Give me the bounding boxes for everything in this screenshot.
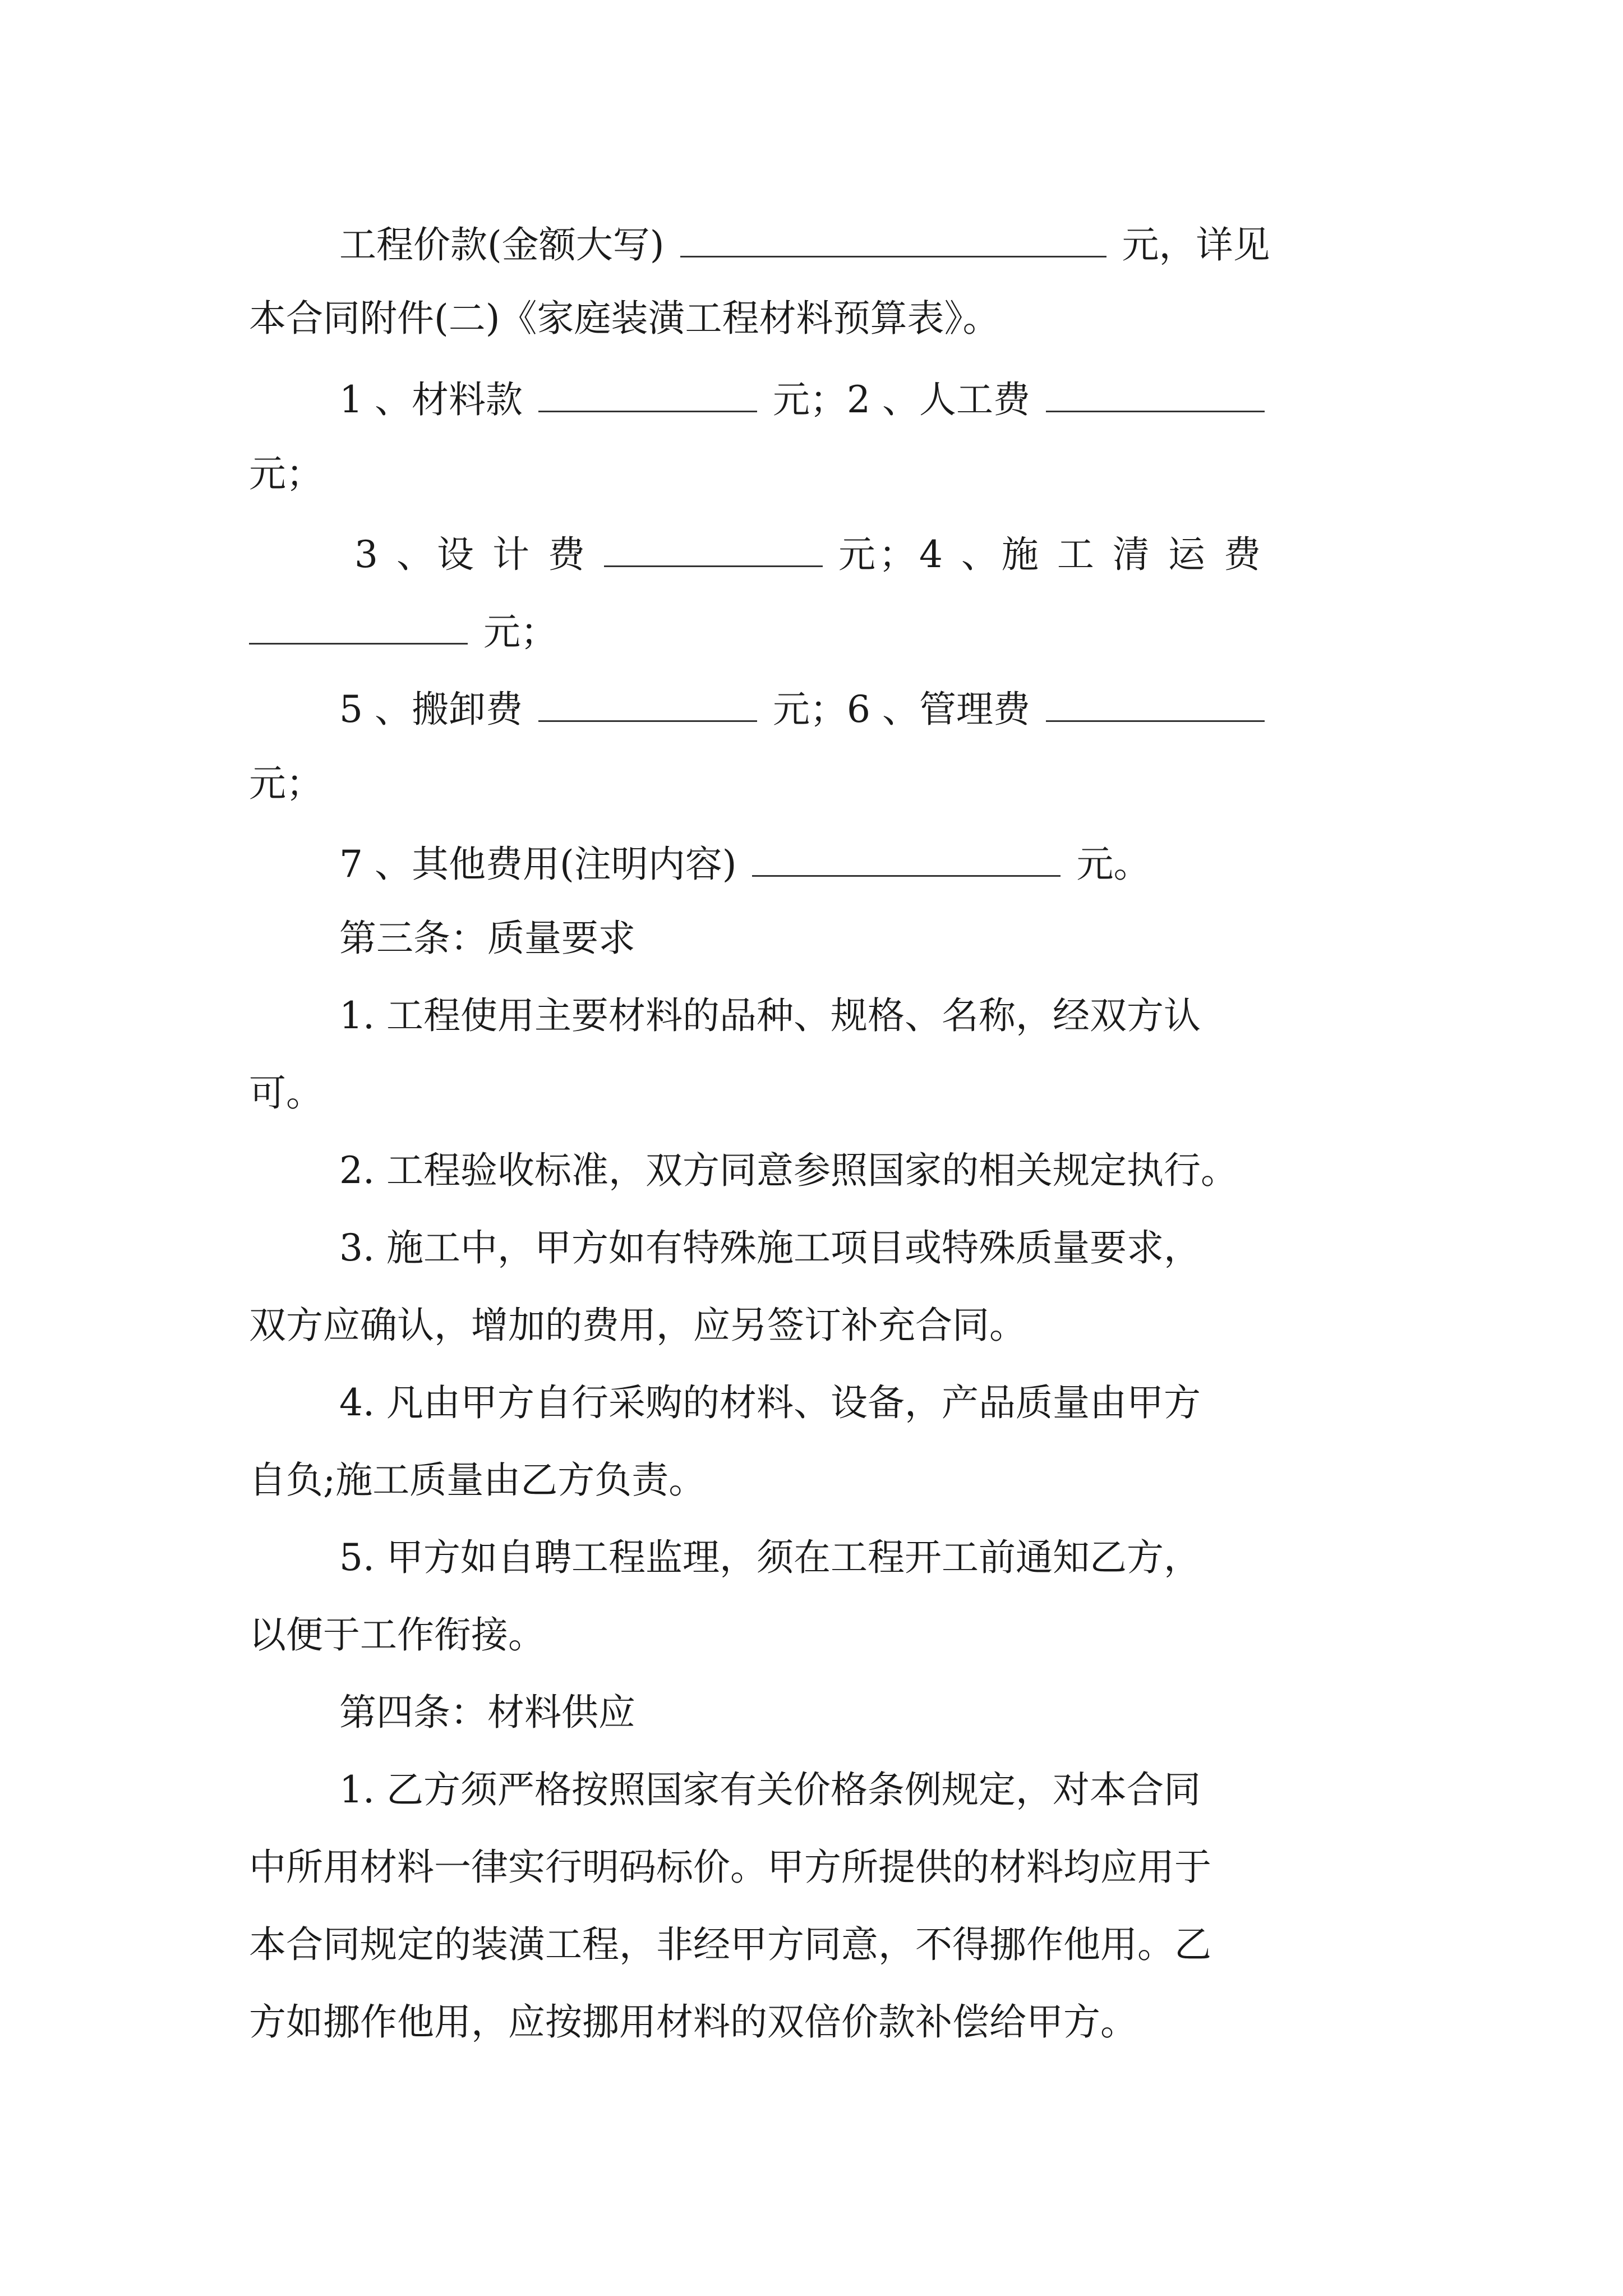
article-3-item-3-line-1: 3. 施工中，甲方如有特殊施工项目或特殊质量要求， [339,1226,1201,1269]
article-4-title: 第四条：材料供应 [339,1691,635,1734]
fee-6-label: 6 、管理费 [846,688,1030,731]
fee-3-label: 3 、设 计 费 [354,533,588,576]
article-3-item-4-line-2: 自负;施工质量由乙方负责。 [249,1458,706,1502]
fee-5-blank [538,688,757,722]
article-4-item-1-line-1: 1. 乙方须严格按照国家有关价格条例规定，对本合同 [339,1768,1201,1811]
fee-7-label: 7 、其他费用(注明内容) [339,843,737,886]
fee-6-unit-line [249,762,323,805]
article-3-title: 第三条：质量要求 [339,917,635,960]
article-3-item-1-line-1: 1. 工程使用主要材料的品种、规格、名称，经双方认 [339,994,1201,1037]
article-4-item-1-line-3: 本合同规定的装潢工程，非经甲方同意，不得挪作他用。乙 [249,1923,1211,1966]
article-3-item-1-line-2: 可。 [249,1071,323,1115]
fee-1-blank [538,378,757,412]
fee-5-unit: 元； [772,688,847,731]
article-3-item-5-line-1: 5. 甲方如自聘工程监理，须在工程开工前通知乙方， [339,1536,1201,1579]
fee-1-unit: 元； [772,378,847,421]
fee-7-unit: 元。 [1076,843,1151,886]
fee-line-7 [339,843,1151,886]
fee-5-label: 5 、搬卸费 [339,688,523,731]
article-3-item-2-line-1: 2. 工程验收标准，双方同意参照国家的相关规定执行。 [339,1149,1238,1192]
price-line [339,223,1270,264]
fee-7-blank [752,843,1061,877]
fee-4-label: 4 、施 工 清 运 费 [919,533,1264,576]
article-4-item-1-line-4: 方如挪作他用，应按挪用材料的双倍价款补偿给甲方。 [249,2000,1137,2044]
fee-line-1-2 [339,378,1280,421]
fee-line-5-6 [339,688,1280,731]
price-unit: 元，详见 [1122,223,1270,266]
article-3-item-5-line-2: 以便于工作衔接。 [249,1613,545,1657]
fee-6-blank [1046,688,1265,722]
fee-2-unit-line [249,452,323,495]
fee-1-label: 1 、材料款 [339,378,523,421]
fee-6-unit: 元； [249,762,323,805]
price-line-2 [249,297,1000,340]
fee-3-unit: 元； [838,533,919,576]
annex-reference: 本合同附件(二)《家庭装潢工程材料预算表》。 [249,297,1000,340]
fee-2-label: 2 、人工费 [846,378,1030,421]
article-3-item-4-line-1: 4. 凡由甲方自行采购的材料、设备，产品质量由甲方 [339,1381,1201,1424]
fee-2-blank [1046,378,1265,412]
fee-line-3-4 [354,533,1264,576]
fee-4-unit: 元； [483,610,557,654]
article-3-item-3-line-2: 双方应确认，增加的费用，应另签订补充合同。 [249,1304,1026,1347]
fee-4-unit-line [249,610,557,654]
price-label: 工程价款(金额大写) [339,223,665,266]
article-4-item-1-line-2: 中所用材料一律实行明码标价。甲方所提供的材料均应用于 [249,1846,1211,1889]
fee-3-blank [604,533,823,567]
fee-2-unit: 元； [249,452,323,495]
price-blank [680,223,1106,257]
fee-4-blank [249,610,468,645]
